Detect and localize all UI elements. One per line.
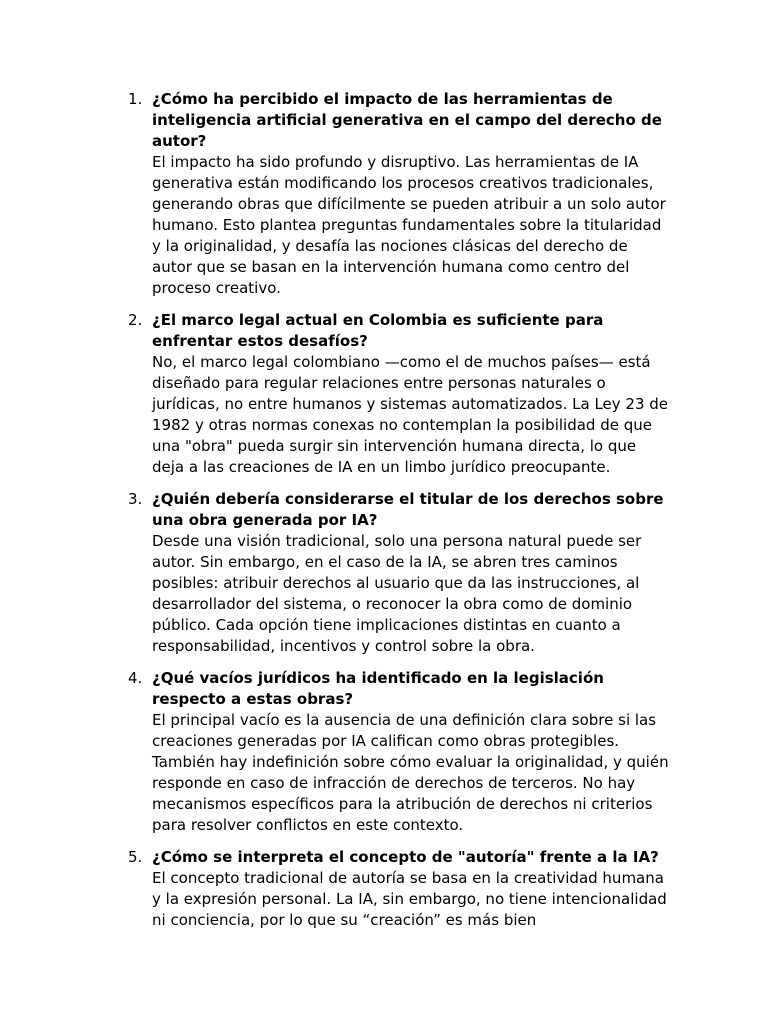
question-text: ¿Qué vacíos jurídicos ha identificado en la legislación respecto a estas obras? [152,669,604,708]
answer-text: El impacto ha sido profundo y disruptivo. Las herramientas de IA generativa están modificando los procesos creativos tradicionales, generando obras que difícilmente se pueden atribuir a un solo autor humano. Esto plantea preguntas fundamentales sobre la titularidad y la originalidad, y desafía las nociones clásicas del derecho de autor que se basan en la intervención humana como centro del proceso creativo. [152,153,666,297]
question-text: ¿Cómo se interpreta el concepto de "autoría" frente a la IA? [152,848,659,866]
list-item [0,489,672,657]
answer-text: El principal vacío es la ausencia de una definición clara sobre si las creaciones generadas por IA califican como obras protegibles. También hay indefinición sobre cómo evaluar la originalidad, y quién responde en caso de infracción de derechos de terceros. No hay mecanismos específicos para la atribución de derechos ni criterios para resolver conflictos en este contexto. [152,711,669,834]
list-item [0,310,672,478]
list-item [0,668,672,836]
answer-text: El concepto tradicional de autoría se basa en la creatividad humana y la expresión personal. La IA, sin embargo, no tiene intencionalidad ni conciencia, por lo que su “creación” es más bien [152,869,667,929]
list-item [0,847,672,931]
item-number: 4. [128,669,143,687]
answer-text: Desde una visión tradicional, solo una persona natural puede ser autor. Sin embargo, en el caso de la IA, se abren tres caminos posibles: atribuir derechos al usuario que da las instrucciones, al desarrollador del sistema, o reconocer la obra como de dominio público. Cada opción tiene implicaciones distintas en cuanto a responsabilidad, incentivos y control sobre la obra. [152,532,642,655]
question-text: ¿Cómo ha percibido el impacto de las herramientas de inteligencia artificial generativa en el campo del derecho de autor? [152,90,662,150]
item-number: 3. [128,490,143,508]
question-text: ¿El marco legal actual en Colombia es suficiente para enfrentar estos desafíos? [152,311,604,350]
item-number: 2. [128,311,143,329]
item-number: 1. [128,90,143,108]
question-text: ¿Quién debería considerarse el titular de los derechos sobre una obra generada por IA? [152,490,664,529]
item-number: 5. [128,848,143,866]
question-answer-list [0,89,768,942]
answer-text: No, el marco legal colombiano —como el de muchos países— está diseñado para regular relaciones entre personas naturales o jurídicas, no entre humanos y sistemas automatizados. La Ley 23 de 1982 y otras normas conexas no contemplan la posibilidad de que una "obra" pueda surgir sin intervención humana directa, lo que deja a las creaciones de IA en un limbo jurídico preocupante. [152,353,669,476]
list-item [0,89,672,299]
